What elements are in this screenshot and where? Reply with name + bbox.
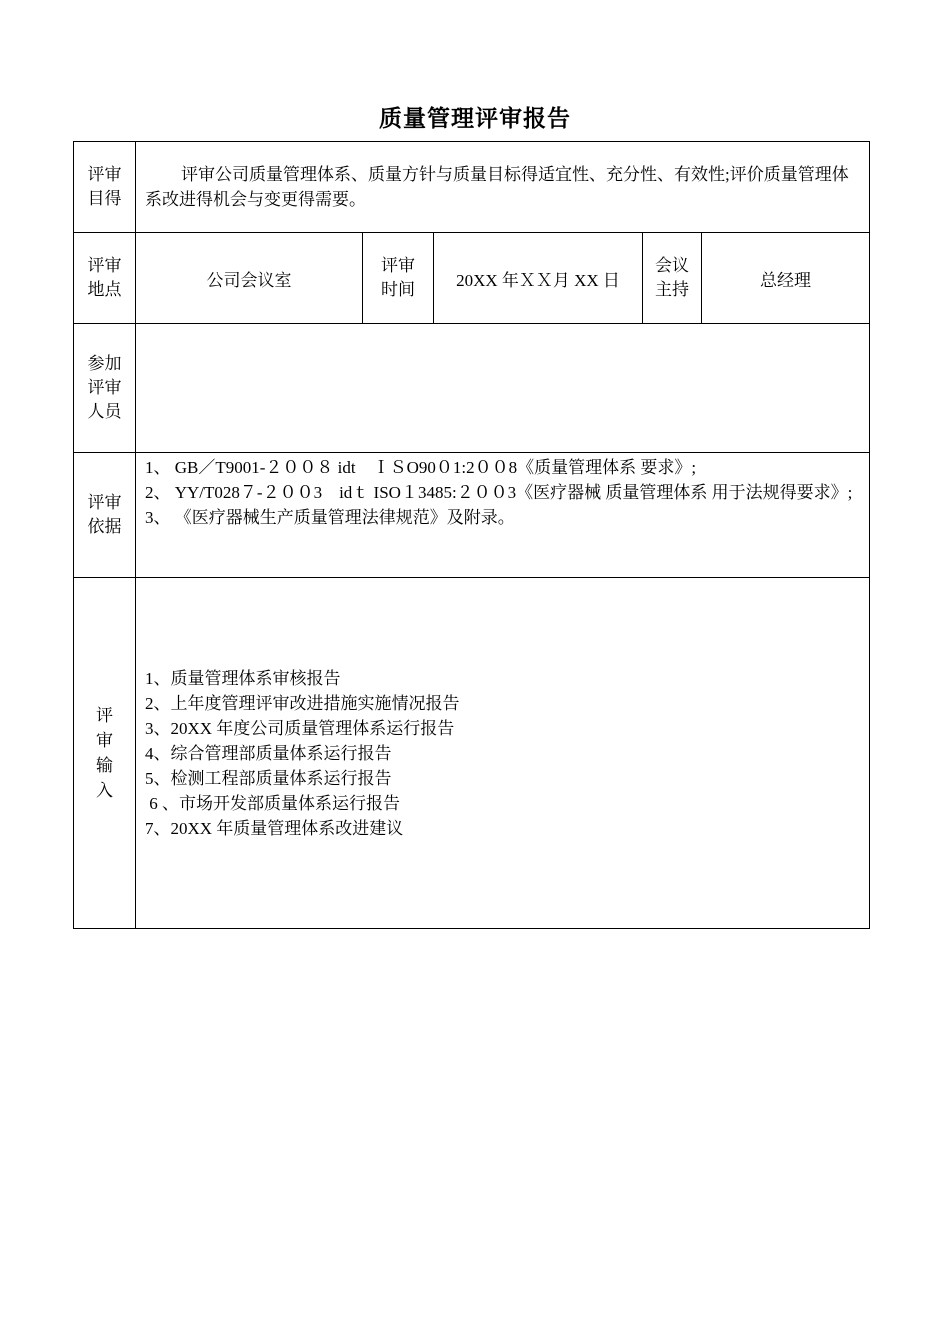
meeting-info-row (74, 233, 870, 324)
input-item: 7、20XX 年质量管理体系改进建议 (145, 818, 404, 838)
location-label-cell (74, 233, 136, 324)
basis-item: 2、 YY/T028７-２００3 idｔ ISO１3485:２００3《医疗器械 质量管理体系 用于法规得要求》; (145, 483, 853, 502)
input-item: 1、质量管理体系审核报告 (145, 668, 341, 688)
time-label: 评审时间 (381, 256, 415, 299)
participants-label-cell (74, 324, 136, 453)
time-value: 20XX 年ＸＸ月 XX 日 (434, 233, 643, 324)
input-item: 6 、市场开发部质量体系运行报告 (145, 793, 400, 813)
purpose-label: 评审目得 (87, 165, 122, 208)
purpose-text: 评审公司质量管理体系、质量方针与质量目标得适宜性、充分性、有效性;评价质量管理体系改进得机会与变更得需要。 (145, 165, 849, 209)
location-label: 评审地点 (87, 256, 122, 299)
page-title: 质量管理评审报告 (379, 106, 571, 131)
inputs-label: 评审输入 (96, 706, 113, 800)
basis-list (136, 455, 869, 530)
basis-cell (136, 453, 870, 578)
purpose-row (74, 142, 870, 233)
input-item: 3、20XX 年度公司质量管理体系运行报告 (145, 718, 455, 738)
review-table (73, 141, 870, 929)
participants-row (74, 324, 870, 453)
input-item: 4、综合管理部质量体系运行报告 (145, 743, 392, 763)
location-value: 公司会议室 (136, 233, 363, 324)
input-item: 5、检测工程部质量体系运行报告 (145, 768, 392, 788)
participants-value (136, 324, 870, 453)
input-item: 2、上年度管理评审改进措施实施情况报告 (145, 693, 460, 713)
basis-item: 3、 《医疗器械生产质量管理法律规范》及附录。 (145, 508, 515, 527)
basis-label-cell (74, 453, 136, 578)
host-label-cell (643, 233, 702, 324)
basis-label: 评审依据 (87, 493, 122, 536)
host-label: 会议主持 (655, 256, 689, 299)
host-value: 总经理 (702, 233, 870, 324)
participants-label: 参加评审人员 (87, 354, 122, 421)
inputs-row (74, 578, 870, 929)
basis-row (74, 453, 870, 578)
purpose-label-cell (74, 142, 136, 233)
inputs-cell (136, 578, 870, 929)
basis-item: 1、 GB／T9001-２００８ idt ＩＳO90０1:2００8《质量管理体系 要求》; (145, 458, 697, 477)
time-label-cell (363, 233, 434, 324)
purpose-cell (136, 142, 870, 233)
inputs-list (136, 666, 869, 841)
inputs-label-cell (74, 578, 136, 929)
